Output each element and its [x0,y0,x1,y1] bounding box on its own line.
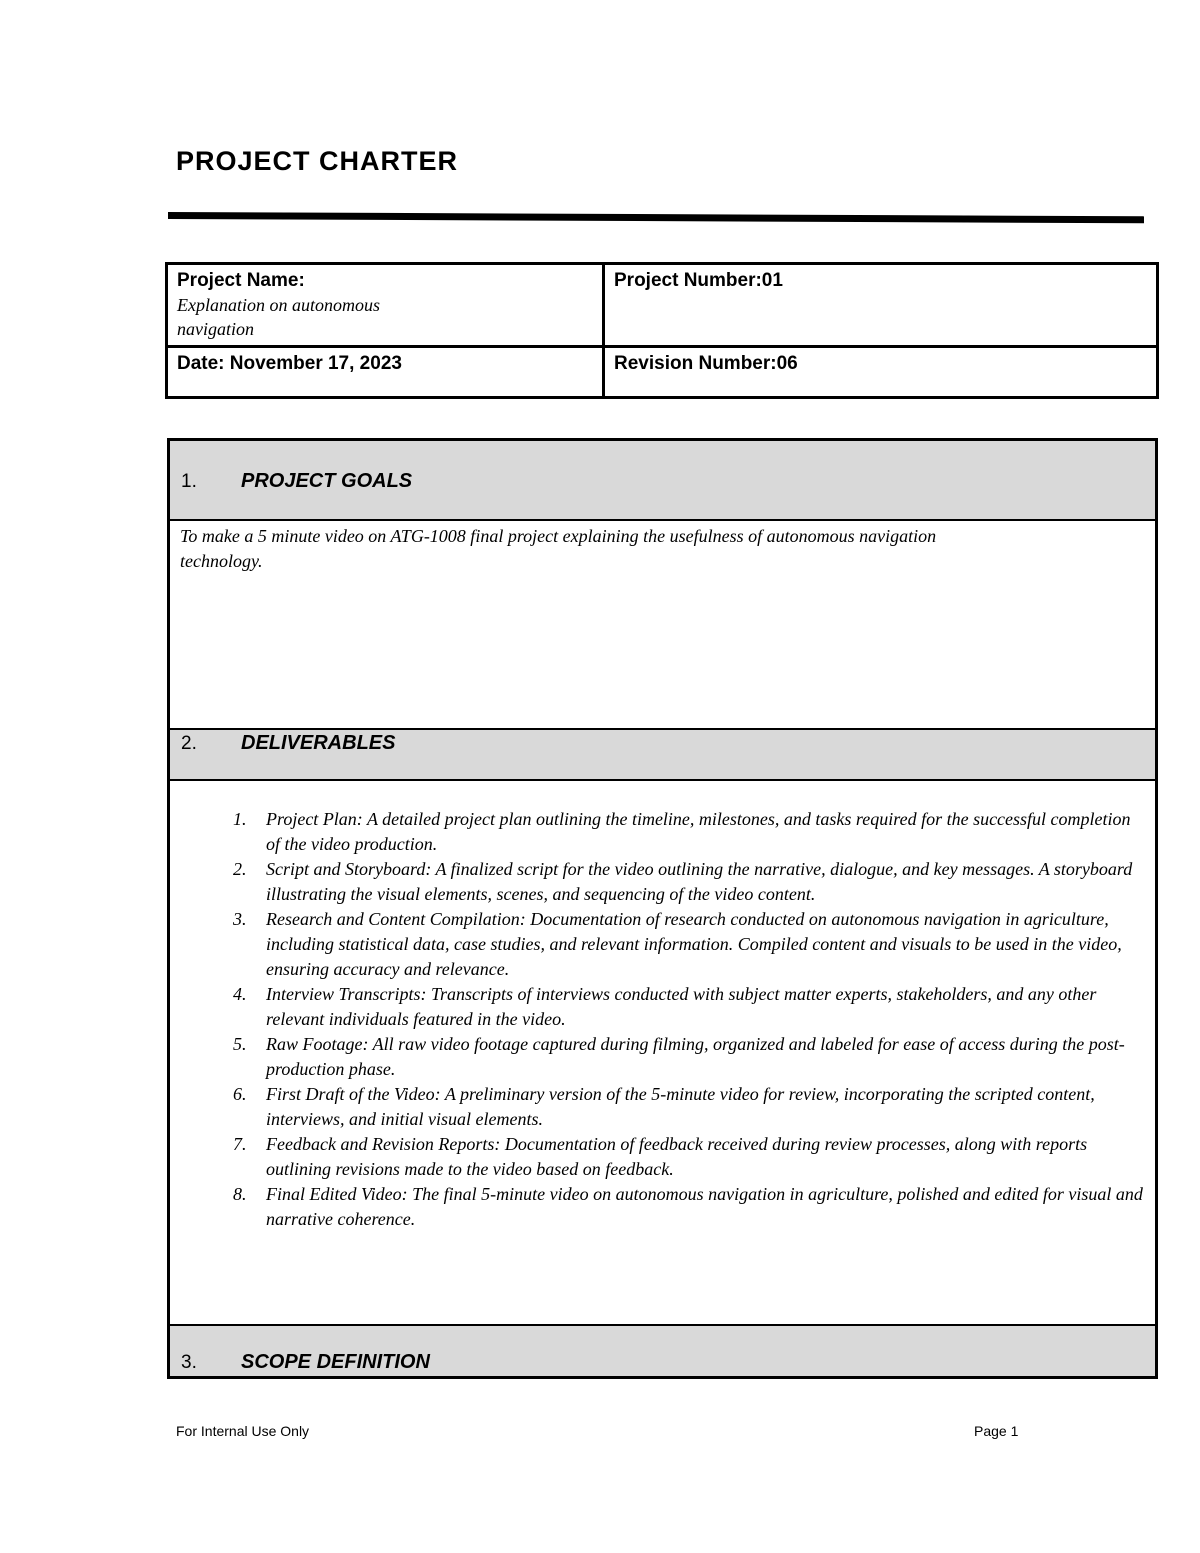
list-item: 2. Script and Storyboard: A finalized script for the video outlining the narrative, dialogue, and key messages. A storyboard illustrating the visual elements, scenes, and sequencing of the video content. [251,857,1143,907]
project-name-value: Explanation on autonomous navigation [177,295,380,339]
section-header-deliverables [170,730,1155,781]
revision-cell [604,347,1158,398]
list-item: 1. Project Plan: A detailed project plan outlining the timeline, milestones, and tasks required for the successful completion of the video production. [251,807,1143,857]
info-row [167,264,1158,347]
section-title: DELIVERABLES [241,732,396,754]
section-body-goals [170,521,1155,730]
section-number: 2. [181,733,197,754]
info-row [167,347,1158,398]
title-divider [168,212,1144,223]
list-item: 8. Final Edited Video: The final 5-minute video on autonomous navigation in agriculture, polished and edited for visual and narrative coherence. [251,1182,1143,1232]
project-number-cell [604,264,1158,347]
list-item: 4. Interview Transcripts: Transcripts of interviews conducted with subject matter experts, stakeholders, and any other relevant individuals featured in the video. [251,982,1143,1032]
list-item: 3. Research and Content Compilation: Documentation of research conducted on autonomous navigation in agriculture, including statistical data, case studies, and relevant information. Compiled content and visuals to be used in the video, ensuring accuracy and relevance. [251,907,1143,982]
date-cell [167,347,604,398]
section-title: PROJECT GOALS [241,470,413,492]
section-header-scope [170,1326,1155,1376]
list-item: 6. First Draft of the Video: A preliminary version of the 5-minute video for review, incorporating the scripted content, interviews, and initial visual elements. [251,1082,1143,1132]
deliverables-list [170,781,1155,1232]
project-number-label: Project Number:01 [614,270,783,291]
project-name-cell [167,264,604,347]
section-number: 3. [181,1352,197,1373]
revision-label: Revision Number:06 [614,353,798,374]
goals-text: To make a 5 minute video on ATG-1008 final project explaining the usefulness of autonomous navigation technology. [180,526,937,571]
project-info-table [165,262,1159,399]
footer-classification: For Internal Use Only [176,1423,310,1439]
section-header-goals [170,441,1155,521]
section-number: 1. [181,471,197,492]
project-name-label: Project Name: [177,270,305,291]
charter-sections [167,438,1158,1379]
section-body-deliverables [170,781,1155,1326]
date-label: Date: November 17, 2023 [177,353,402,374]
page-number: Page 1 [974,1423,1019,1439]
list-item: 5. Raw Footage: All raw video footage captured during filming, organized and labeled for ease of access during the post-production phase. [251,1032,1143,1082]
list-item: 7. Feedback and Revision Reports: Documentation of feedback received during review processes, along with reports outlining revisions made to the video based on feedback. [251,1132,1143,1182]
section-title: SCOPE DEFINITION [241,1351,430,1373]
page-title: PROJECT CHARTER [176,146,459,176]
